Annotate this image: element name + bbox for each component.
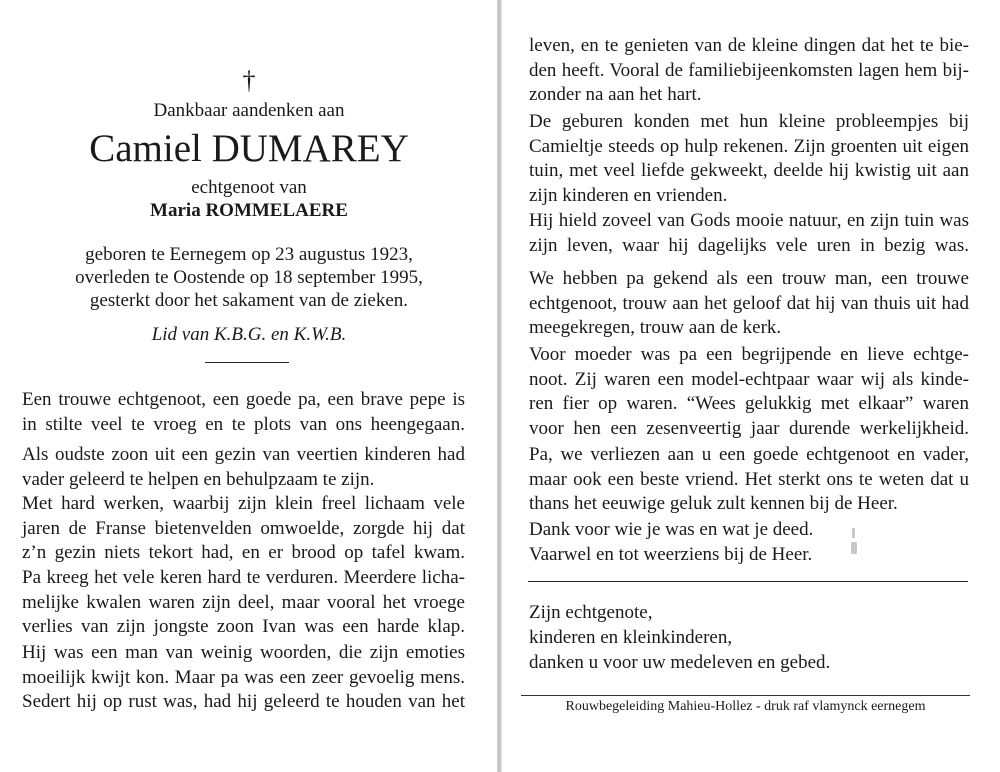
closing-divider (528, 581, 968, 582)
text-line: leven, en te genieten van de kleine dingen dat het te bie- (529, 35, 969, 56)
text-line: verlies van zijn jongste zoon Ivan was een harde klap. (22, 616, 465, 638)
text-line: Pa kreeg het vele keren hard te verduren. Meerdere licha- (22, 567, 465, 588)
text-line: noot. Zij waren een model-echtpaar waar wij als kinde- (529, 368, 969, 390)
text-line: Als oudste zoon uit een gezin van veertien kinderen had (22, 444, 465, 465)
closing-block (529, 600, 830, 675)
text-line: De geburen konden met hun kleine probleempjes bij (529, 111, 969, 132)
text-line: Sedert hij op rust was, had hij geleerd te houden van het (22, 691, 465, 713)
text-line: Hij hield zoveel van Gods mooie natuur, en zijn tuin was (529, 210, 969, 231)
text-line: den heeft. Vooral de familiebijeenkomsten lagen hem bij- (529, 59, 969, 81)
text-line: Een trouwe echtgenoot, een goede pa, een brave pepe is (22, 389, 465, 410)
text-line: Voor moeder was pa een begrijpende en lieve echtge- (529, 344, 969, 365)
text-line: voor hen een zesenveertig jaar durende werkelijkheid. (529, 417, 969, 439)
closing-line: danken u voor uw medeleven en gebed. (529, 652, 831, 673)
deceased-name: Camiel DUMAREY (89, 127, 409, 170)
paragraph (22, 443, 465, 492)
text-line: ren fier op waren. “Wees gelukkig met elkaar” waren (529, 393, 969, 415)
paragraph (529, 443, 969, 517)
text-line: Pa, we verliezen aan u een goede echtgenoot en vader, (529, 444, 969, 465)
text-line: We hebben pa gekend als een trouw man, een trouwe (529, 268, 969, 289)
paragraph (529, 209, 969, 258)
text-line: moeilijk kwijt kon. Maar pa was een zeer gevoelig mens. (22, 666, 465, 688)
text-line: Met hard werken, waarbij zijn klein freel lichaam vele (22, 493, 465, 514)
text-line: meegekregen, trouw aan de kerk. (529, 317, 782, 339)
paragraph (529, 110, 969, 208)
text-line: Camieltje steeds op hulp rekenen. Zijn groenten uit eigen (529, 135, 969, 157)
text-line: melijke kwalen waren zijn deel, maar vooral het vroege (22, 591, 465, 613)
closing-line: kinderen en kleinkinderen, (529, 627, 733, 648)
printer-divider (521, 695, 970, 696)
paragraph (22, 641, 465, 715)
short-divider (205, 362, 289, 363)
text-line: echtgenoot, trouw aan het geloof dat hij van thuis uit had (529, 292, 969, 314)
printer-credit: Rouwbegeleiding Mahieu-Hollez - druk raf vlamynck eernegem (565, 699, 926, 714)
sacrament-line: gesterkt door het sakament van de zieken. (89, 290, 409, 311)
death-line: overleden te Oostende op 18 september 1995, (75, 267, 423, 288)
paragraph (529, 343, 969, 441)
text-line: Vaarwel en tot weerziens bij de Heer. (529, 543, 813, 565)
spouse-name: Maria ROMMELAERE (150, 200, 348, 221)
text-line: tuin, met veel liefde gekweekt, deelde hij kwistig uit aan (529, 160, 969, 182)
text-line: vader geleerd te helpen en behulpzaam te zijn. (22, 468, 375, 490)
text-line: zijn leven, waar hij dagelijks vele uren in bezig was. (529, 234, 969, 256)
text-line: zonder na aan het hart. (529, 84, 702, 106)
paragraph (529, 267, 969, 341)
text-line: z’n gezin niets tekort had, en er brood op tafel kwam. (22, 542, 465, 564)
paragraph (22, 492, 465, 566)
left-page (0, 0, 498, 772)
cross-symbol: † (242, 66, 256, 95)
membership-line: Lid van K.B.G. en K.W.B. (151, 324, 347, 345)
text-line: in stilte veel te vroeg en te plots van ons heengegaan. (22, 413, 465, 435)
text-line: thans het eeuwige geluk zult kennen bij de Heer. (529, 493, 898, 515)
scan-speck (852, 528, 855, 538)
paragraph (22, 388, 465, 437)
text-line: maar ook een beste vriend. Het sterkt ons te weten dat u (529, 468, 969, 490)
birth-line: geboren te Eernegem op 23 augustus 1923, (85, 244, 413, 265)
dedication-text: Dankbaar aandenken aan (153, 100, 345, 121)
text-line: Hij was een man van weinig woorden, die zijn emoties (22, 642, 465, 663)
paragraph (529, 34, 969, 108)
text-line: Dank voor wie je was en wat je deed. (529, 519, 814, 540)
spouse-label: echtgenoot van (191, 177, 307, 198)
farewell-paragraph (529, 518, 969, 567)
text-line: jaren de Franse bietenvelden omwoelde, zorgde hij dat (22, 517, 465, 539)
closing-line: Zijn echtgenote, (529, 602, 653, 623)
paragraph (22, 566, 465, 640)
scan-speck (851, 542, 857, 554)
text-line: zijn kinderen en vrienden. (529, 184, 728, 206)
